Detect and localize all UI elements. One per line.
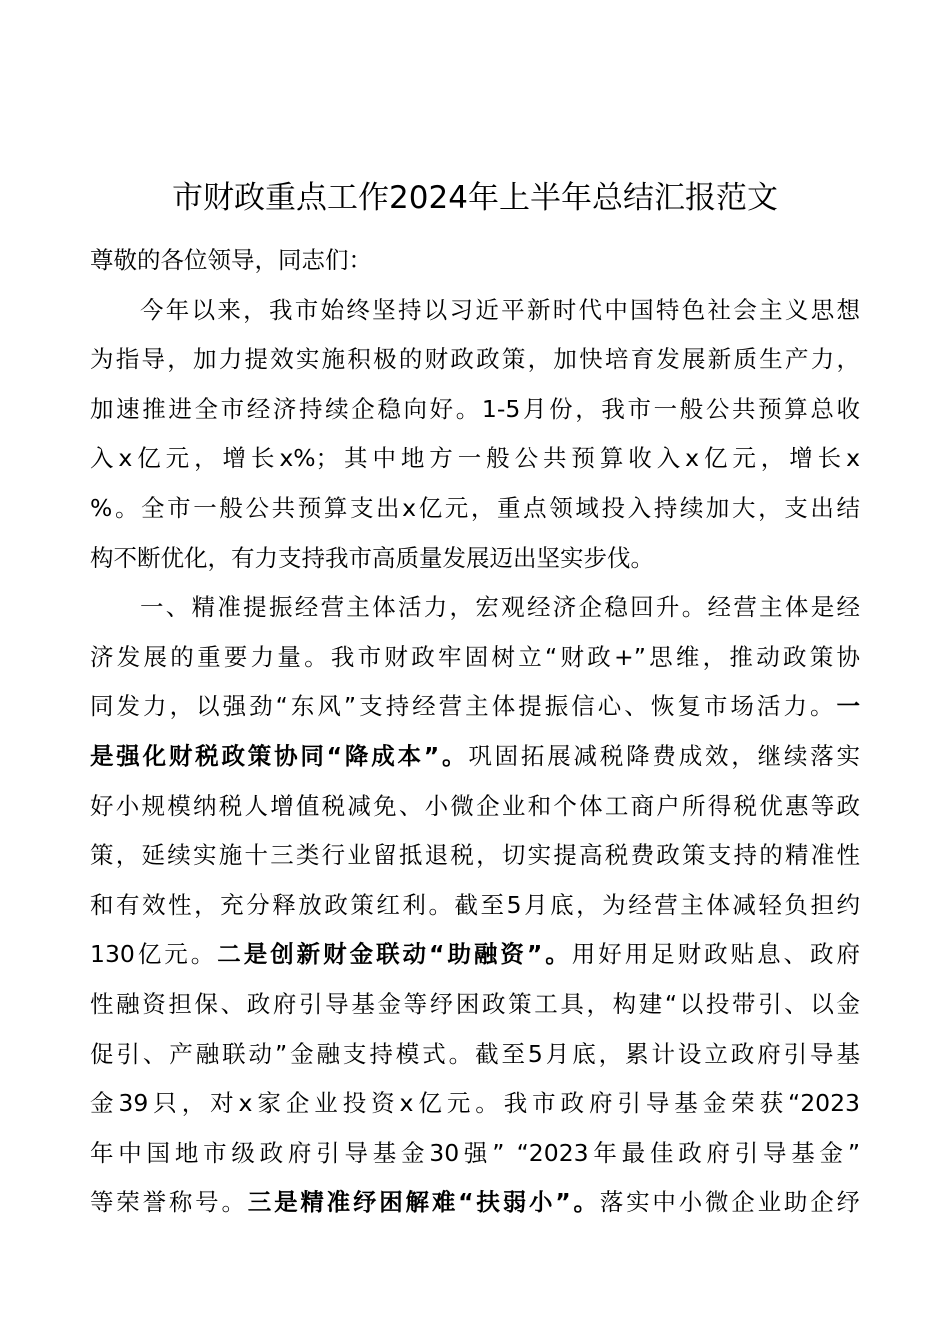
salutation: 尊敬的各位领导，同志们： <box>90 246 372 274</box>
bold-heading: 二是创新财金联动“助融资”。 <box>217 940 572 969</box>
paragraph-line: 促引、产融联动”金融支持模式。截至5月底，累计设立政府引导基 <box>90 1039 860 1068</box>
document-title: 市财政重点工作2024年上半年总结汇报范文 <box>172 180 778 216</box>
paragraph-text: 等荣誉称号。 <box>90 1188 248 1217</box>
paragraph-text: 用好用足财政贴息、政府 <box>571 940 860 969</box>
paragraph-line: 今年以来，我市始终坚持以习近平新时代中国特色社会主义思想 <box>140 295 860 324</box>
paragraph-line: 济发展的重要力量。我市财政牢固树立“财政+”思维，推动政策协 <box>90 642 860 671</box>
paragraph-line: 和有效性，充分释放政策红利。截至5月底，为经营主体减轻负担约 <box>90 890 860 919</box>
paragraph-line: 加速推进全市经济持续企稳向好。1-5月份，我市一般公共预算总收 <box>90 394 860 423</box>
paragraph-line: 策，延续实施十三类行业留抵退税，切实提高税费政策支持的精准性 <box>90 841 860 870</box>
paragraph-line <box>90 930 860 980</box>
paragraph-line: 一、精准提振经营主体活力，宏观经济企稳回升。经营主体是经 <box>140 593 860 622</box>
paragraph-line: 金39只，对x家企业投资x亿元。我市政府引导基金荣获“2023 <box>90 1089 860 1118</box>
paragraph-line: 入x亿元，增长x%；其中地方一般公共预算收入x亿元，增长x <box>90 444 860 473</box>
bold-heading: 是强化财税政策协同“降成本”。 <box>90 741 469 770</box>
paragraph-line: 构不断优化，有力支持我市高质量发展迈出坚实步伐。 <box>90 543 654 572</box>
paragraph-line <box>90 732 860 782</box>
paragraph-line: 好小规模纳税人增值税减免、小微企业和个体工商户所得税优惠等政 <box>90 791 860 820</box>
paragraph-text: 巩固拓展减税降费成效，继续落实 <box>468 741 860 770</box>
bold-heading: 一 <box>836 692 860 721</box>
paragraph-text: 落实中小微企业助企纾 <box>599 1188 860 1217</box>
paragraph-line <box>90 682 860 732</box>
paragraph-text: 130亿元。 <box>90 940 218 969</box>
paragraph-line: 性融资担保、政府引导基金等纾困政策工具，构建“以投带引、以金 <box>90 989 860 1018</box>
paragraph-line: 为指导，加力提效实施积极的财政政策，加快培育发展新质生产力， <box>90 345 860 374</box>
paragraph-line: 年中国地市级政府引导基金30强” “2023年最佳政府引导基金” <box>90 1138 860 1167</box>
document-body <box>90 236 860 1228</box>
paragraph-line <box>90 1178 860 1228</box>
bold-heading: 三是精准纾困解难“扶弱小”。 <box>247 1188 600 1217</box>
paragraph-text: 同发力，以强劲“东风”支持经营主体提振信心、恢复市场活力。 <box>90 692 837 721</box>
paragraph-line: %。全市一般公共预算支出x亿元，重点领域投入持续加大，支出结 <box>90 493 860 522</box>
